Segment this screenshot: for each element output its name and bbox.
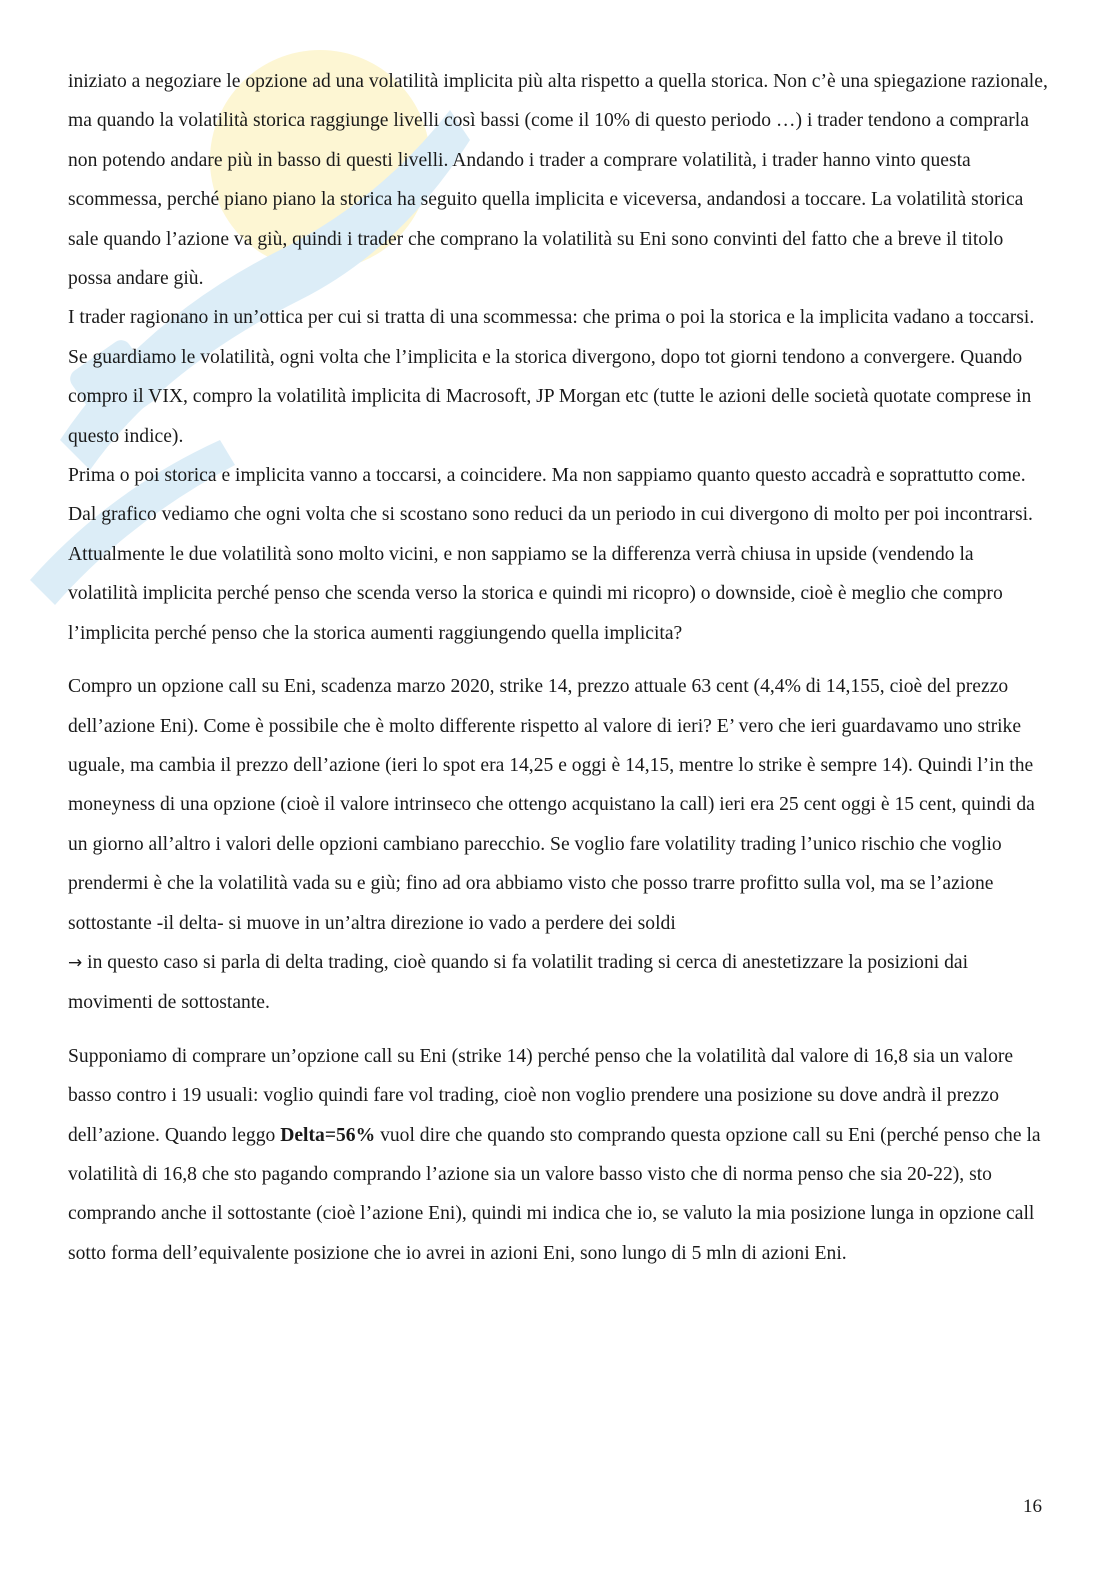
paragraph-delta-trading-text: in questo caso si parla di delta trading, cioè quando si fa volatilit trading si cerca di anestetizzare la posizioni dai movimenti de sottostante. [68, 951, 969, 1014]
paragraph-delta-explanation: vuol dire che quando sto comprando questa opzione call su Eni (perché penso che la volatilità di 16,8 che sto pagando comprando l’azione sia un valore basso visto che di norma penso che sia 20-22), sto comprando anche il sottostante (cioè l’azione Eni), quindi mi indica che io, se valuto la mia posizione lunga in opzione call sotto forma dell’equivalente posizione che io avrei in azioni Eni, sono lungo di 5 mln di azioni Eni. [68, 1124, 1041, 1264]
paragraph-call-option-eni [68, 667, 1048, 1023]
paragraph-call-option-text: Compro un opzione call su Eni, scadenza marzo 2020, strike 14, prezzo attuale 63 cent (4,4% di 14,155, cioè del prezzo dell’azione Eni). Come è possibile che è molto differente rispetto al valore di ieri? E’ vero che ieri guardavamo uno strike uguale, ma cambia il prezzo dell’azione (ieri lo spot era 14,25 e oggi è 14,15, mentre lo strike è sempre 14). Quindi l’in the moneyness di una opzione (cioè il valore intrinseco che ottengo acquistano la call) ieri era 25 cent oggi è 15 cent, quindi da un giorno all’altro i valori delle opzioni cambiano parecchio. Se voglio fare volatility trading l’unico rischio che voglio prendermi è che la volatilità vada su e giù; fino ad ora abbiamo visto che posso trarre profitto sulla vol, ma se l’azione sottostante -il delta- si muove in un’altra direzione io vado a perdere dei soldi [68, 676, 1035, 934]
delta-value-bold: Delta=56% [280, 1124, 376, 1146]
paragraph-historical-vs-implied: iniziato a negoziare le opzione ad una volatilità implicita più alta rispetto a quella storica. Non c’è una spiegazione razionale, ma quando la volatilità storica raggiunge livelli così bassi (come il 10% di questo periodo …) i trader tendono a comprarla non potendo andare più in basso di questi livelli. Andando i trader a comprare volatilità, i trader hanno vinto questa scommessa, perché piano piano la storica ha seguito quella implicita e viceversa, andandosi a toccare. La volatilità storica sale quando l’azione va giù, quindi i trader che comprano la volatilità su Eni sono convinti del fatto che a breve il titolo possa andare giù. [68, 71, 1048, 290]
right-arrow-icon: → [68, 952, 83, 973]
paragraph-delta-intro: Supponiamo di comprare un’opzione call su Eni (strike 14) perché penso che la volatilità dal valore di 16,8 sia un valore basso contro i 19 usuali: voglio quindi fare vol trading, cioè non voglio prendere una posizione su dove andrà il prezzo dell’azione. Quando leggo [68, 1045, 1014, 1146]
paragraph-trader-bet: I trader ragionano in un’ottica per cui si tratta di una scommessa: che prima o poi la storica e la implicita vadano a toccarsi. Se guardiamo le volatilità, ogni volta che l’implicita e la storica divergono, dopo tot giorni tendono a convergere. Quando compro il VIX, compro la volatilità implicita di Macrosoft, JP Morgan etc (tutte le azioni delle società quotate comprese in questo indice). [68, 307, 1035, 447]
paragraph-convergence: Prima o poi storica e implicita vanno a toccarsi, a coincidere. Ma non sappiamo quanto questo accadrà e soprattutto come. Dal grafico vediamo che ogni volta che si scostano sono reduci da un periodo in cui divergono di molto per poi incontrarsi. Attualmente le due volatilità sono molto vicini, e non sappiamo se la differenza verrà chiusa in upside (vendendo la volatilità implicita perché penso che scenda verso la storica e quindi mi ricopro) o downside, cioè è meglio che compro l’implicita perché penso che la storica aumenti raggiungendo quella implicita? [68, 465, 1033, 644]
paragraph-delta-example [68, 1037, 1048, 1273]
page-number: 16 [1023, 1496, 1042, 1517]
document-body [68, 62, 1048, 1273]
